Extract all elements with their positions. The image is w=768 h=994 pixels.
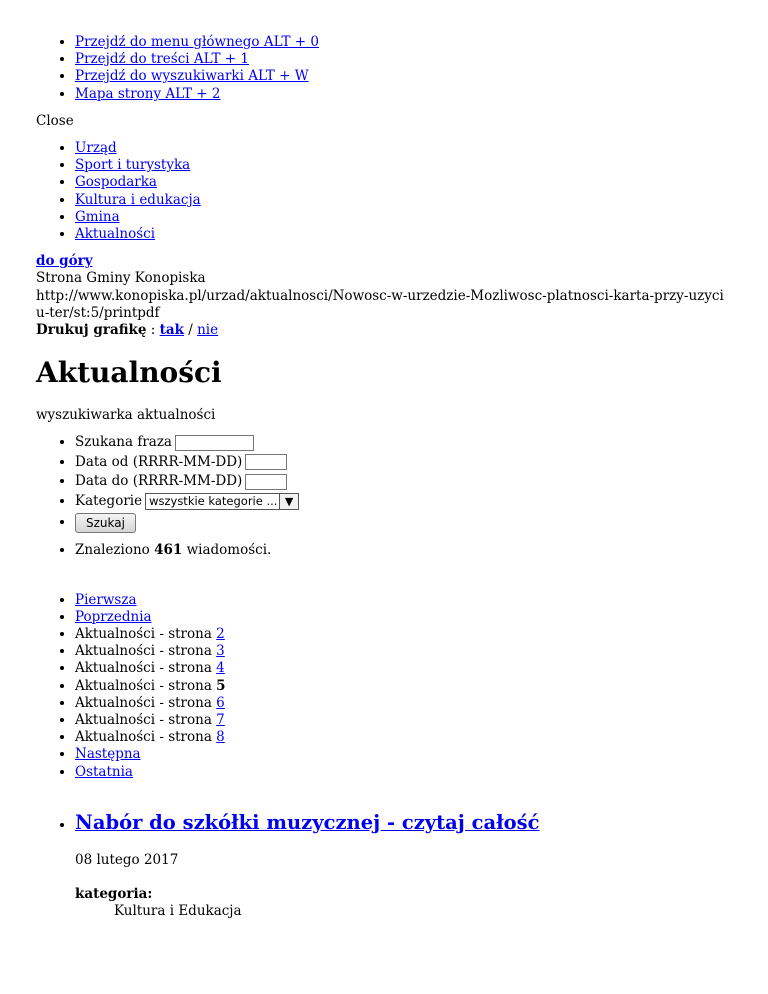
pager-item (75, 764, 732, 781)
submit-row (75, 511, 732, 530)
pager-page-prefix: Aktualności - strona (75, 677, 212, 694)
menu-item-gospodarka[interactable]: Gospodarka (75, 174, 157, 191)
pager-page-link[interactable]: 4 (216, 660, 225, 677)
date-from-row (75, 453, 732, 472)
pager-item (75, 729, 732, 746)
print-graphics-yes-link[interactable]: tak (159, 322, 184, 339)
news-category-value: Kultura i Edukacja (114, 903, 242, 920)
search-form (36, 433, 732, 530)
skip-links (36, 34, 732, 103)
news-title-link[interactable]: Nabór do szkółki muzycznej - czytaj całość (75, 810, 540, 834)
menu-item-gmina[interactable]: Gmina (75, 208, 120, 225)
news-category-label: kategoria: (75, 886, 153, 903)
pager-item (75, 695, 732, 712)
pager-page-link[interactable]: 8 (216, 729, 225, 746)
print-graphics-row (36, 322, 732, 339)
date-from-label: Data od (RRRR-MM-DD) (75, 453, 243, 470)
category-select-value: wszystkie kategorie ... (149, 493, 278, 508)
pager-item (75, 712, 732, 729)
menu-item (75, 174, 732, 191)
news-date: 08 lutego 2017 (75, 851, 179, 868)
result-count: 461 (154, 542, 183, 559)
print-graphics-separator: : (150, 322, 156, 339)
pager-page-link[interactable]: 3 (216, 643, 225, 660)
pager-page-prefix: Aktualności - strona (75, 660, 212, 677)
category-row (75, 492, 732, 511)
close-label[interactable]: Close (36, 112, 74, 129)
pagination (36, 592, 732, 781)
page-url: http://www.konopiska.pl/urzad/aktualnosci/Nowosc-w-urzedzie-Mozliwosc-platnosci-karta-przy-uzyciu-ter/st:5/printpdf (36, 287, 724, 321)
skip-link-item (75, 51, 732, 68)
search-result (36, 542, 732, 559)
news-list (36, 811, 732, 921)
pager-prev-link[interactable]: Poprzednia (75, 608, 152, 625)
pager-page-prefix: Aktualności - strona (75, 729, 212, 746)
menu-item-aktualnosci[interactable]: Aktualności (75, 226, 156, 243)
news-title (75, 811, 732, 835)
skip-link-item (75, 34, 732, 51)
pager-item (75, 643, 732, 660)
pager-item (75, 746, 732, 763)
search-title: wyszukiwarka aktualności (36, 407, 216, 424)
skip-to-menu-link[interactable]: Przejdź do menu głównego ALT + 0 (75, 34, 319, 50)
date-to-input[interactable] (245, 474, 287, 490)
search-phrase-label: Szukana fraza (75, 434, 172, 451)
news-item (75, 811, 732, 921)
category-label: Kategorie (75, 492, 143, 509)
pager-page-prefix: Aktualności - strona (75, 694, 212, 711)
pager-page-prefix: Aktualności - strona (75, 712, 212, 729)
skip-to-search-link[interactable]: Przejdź do wyszukiwarki ALT + W (75, 68, 309, 85)
result-suffix: wiadomości. (186, 542, 272, 559)
menu-item (75, 140, 732, 157)
menu-item-kultura[interactable]: Kultura i edukacja (75, 191, 201, 208)
dropdown-arrow-icon: ▼ (279, 494, 298, 509)
date-to-row (75, 472, 732, 491)
print-info (36, 253, 732, 339)
pager-page-link[interactable]: 6 (216, 694, 225, 711)
search-phrase-input[interactable] (175, 435, 254, 451)
result-count-item (75, 542, 732, 559)
menu-item (75, 157, 732, 174)
pager-last-link[interactable]: Ostatnia (75, 763, 133, 780)
skip-link-item (75, 86, 732, 103)
pager-current-page: 5 (216, 677, 226, 694)
pager-page-link[interactable]: 2 (216, 626, 225, 643)
pager-page-prefix: Aktualności - strona (75, 626, 212, 643)
pager-page-prefix: Aktualności - strona (75, 643, 212, 660)
print-graphics-slash: / (188, 322, 193, 339)
pager-next-link[interactable]: Następna (75, 746, 141, 763)
skip-link-item (75, 68, 732, 85)
pager-item (75, 660, 732, 677)
pager-page-link[interactable]: 7 (216, 712, 225, 729)
menu-item-urzad[interactable]: Urząd (75, 140, 117, 157)
category-select[interactable] (145, 493, 299, 510)
menu-item-sport[interactable]: Sport i turystyka (75, 157, 191, 174)
site-name: Strona Gminy Konopiska (36, 270, 206, 287)
sitemap-link[interactable]: Mapa strony ALT + 2 (75, 85, 221, 102)
pager-item (75, 678, 732, 695)
main-menu (36, 140, 732, 243)
result-prefix: Znaleziono (75, 542, 150, 559)
page-title: Aktualności (36, 356, 222, 390)
print-graphics-label: Drukuj grafikę (36, 322, 147, 339)
date-from-input[interactable] (245, 454, 287, 470)
menu-item (75, 192, 732, 209)
pager-item (75, 592, 732, 609)
pager-item (75, 609, 732, 626)
menu-item (75, 209, 732, 226)
pager-item (75, 626, 732, 643)
search-submit-button[interactable]: Szukaj (75, 513, 136, 533)
date-to-label: Data do (RRRR-MM-DD) (75, 473, 243, 490)
back-to-top-link[interactable]: do góry (36, 253, 93, 270)
search-phrase-row (75, 433, 732, 452)
print-graphics-no-link[interactable]: nie (197, 322, 219, 339)
menu-item (75, 226, 732, 243)
pager-first-link[interactable]: Pierwsza (75, 591, 137, 608)
skip-to-content-link[interactable]: Przejdź do treści ALT + 1 (75, 51, 249, 68)
